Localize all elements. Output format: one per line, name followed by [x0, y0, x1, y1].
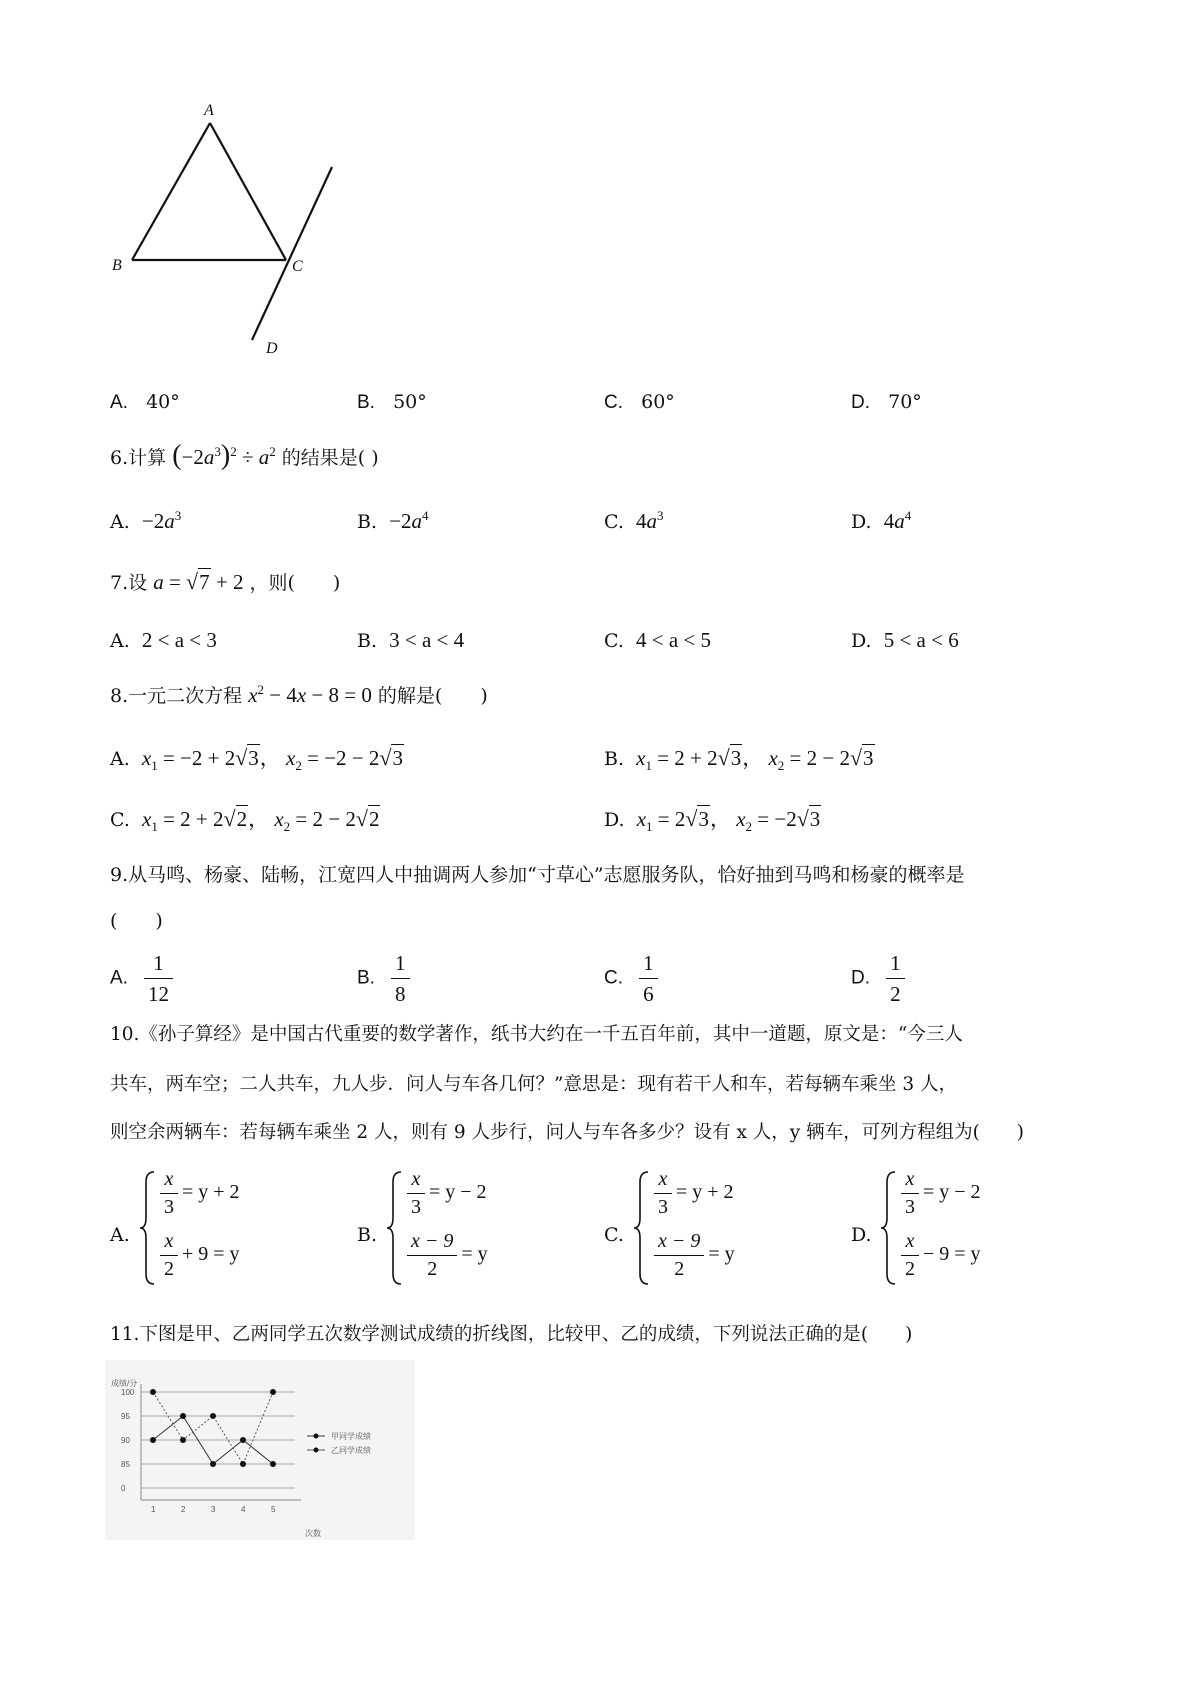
equation-1 [901, 1168, 981, 1219]
q5-option-c [604, 389, 675, 416]
eq-numerator: x [411, 1168, 421, 1190]
option-label: B. [357, 511, 378, 533]
math-expression: $(-2a^3)^2 \div a^2$ [172, 440, 276, 471]
root-coef: −2 − 2 [324, 746, 380, 770]
option-label: A. [110, 392, 128, 413]
option-coef: 4 [636, 509, 647, 533]
option-label: B. [357, 392, 375, 413]
legend-label: 甲同学成绩 [331, 1432, 371, 1441]
option-label: C. [604, 967, 623, 989]
option-label: D. [604, 809, 625, 831]
option-exp: 3 [174, 508, 182, 523]
question-text: 则空余两辆车：若每辆车乘坐 2 人，则有 9 人步行，问人与车各多少？设有 x 人，y 辆车，可列方程组为( ) [110, 1122, 1025, 1143]
radicand: 2 [236, 807, 248, 831]
score-line-chart [105, 1360, 415, 1540]
option-label: A. [110, 630, 130, 652]
segment-AB [132, 123, 210, 260]
question-7 [110, 568, 340, 596]
question-8 [110, 682, 488, 709]
eq-numerator: x [164, 1230, 174, 1252]
q10-option-b-label: B. [357, 1224, 378, 1246]
question-text: 11.下图是甲、乙两同学五次数学测试成绩的折线图，比较甲、乙的成绩，下列说法正确的是( ) [110, 1324, 913, 1345]
q10-option-a-system [138, 1168, 338, 1288]
option-label: A. [110, 511, 130, 533]
option-value: 3 < a < 4 [389, 628, 465, 652]
root-coef: 2 + 2 [674, 746, 718, 770]
equation-1 [654, 1168, 734, 1219]
option-value: 2 < a < 3 [141, 628, 217, 652]
option-var: a [411, 509, 422, 533]
equation-2 [407, 1230, 488, 1281]
x-tick-label: 4 [241, 1505, 246, 1514]
y-tick-label: 0 [121, 1484, 126, 1493]
equation-1 [160, 1168, 240, 1219]
y-tick-label: 85 [121, 1460, 130, 1469]
x-tick-label: 5 [271, 1505, 276, 1514]
question-10-line-3 [110, 1120, 1024, 1146]
fraction-denominator: 12 [148, 982, 170, 1006]
eq-numerator: x [905, 1230, 915, 1252]
q7-option-b [357, 627, 464, 654]
option-label: C. [604, 630, 624, 652]
x-tick-label: 3 [211, 1505, 216, 1514]
root-coef: 2 + 2 [180, 807, 224, 831]
question-10-line-1 [110, 1022, 963, 1048]
question-text: 的解是( ) [377, 685, 488, 707]
option-value: 5 < a < 6 [883, 628, 959, 652]
x-tick-label: 1 [151, 1505, 156, 1514]
q7-option-c [604, 627, 711, 654]
option-coef: 4 [883, 509, 895, 533]
fraction-denominator: 6 [643, 982, 654, 1006]
fraction-numerator: 1 [391, 950, 410, 979]
brace-icon [138, 1168, 158, 1288]
eq-denominator: 2 [905, 1258, 915, 1280]
data-point [150, 1389, 156, 1395]
fraction-numerator: 1 [886, 950, 905, 979]
q10-option-a-label: A. [110, 1224, 130, 1246]
point-label-A: A [204, 102, 214, 119]
eq-denominator: 3 [658, 1196, 668, 1218]
brace-icon [385, 1168, 405, 1288]
q9-option-b [357, 950, 414, 1007]
eq-rhs: + 9 = y [182, 1243, 240, 1266]
q10-option-d-label: D. [851, 1224, 872, 1246]
fraction-denominator: 2 [890, 982, 901, 1006]
option-label: C. [110, 809, 130, 831]
y-tick-label: 100 [121, 1388, 135, 1397]
option-var: a [646, 509, 657, 533]
q8-option-d: D. $x_1 = 2√3$， $x_2 = -2√3$ [604, 806, 821, 835]
question-10-line-2 [110, 1072, 957, 1098]
q6-option-d [851, 508, 911, 535]
root-coef: 2 − 2 [806, 746, 850, 770]
eq-rhs: = y [461, 1243, 488, 1266]
data-point [270, 1389, 276, 1395]
root-coef: 2 − 2 [312, 807, 356, 831]
point-label-C: C [292, 258, 303, 275]
root-coef: −2 + 2 [180, 746, 236, 770]
equation-2 [654, 1230, 735, 1281]
fraction-numerator: 1 [639, 950, 658, 979]
q5-option-b [357, 389, 427, 416]
q6-option-a [110, 508, 181, 535]
q8-option-a: A. $x_1 = -2 + 2√3$， $x_2 = -2 - 2√3$ [110, 745, 403, 774]
equation-1 [407, 1168, 487, 1219]
data-point [240, 1437, 246, 1443]
root-coef: 2 [674, 807, 686, 831]
q6-option-b [357, 508, 428, 535]
q7-option-a [110, 627, 217, 654]
q10-option-b-system [385, 1168, 585, 1288]
option-label: C. [604, 511, 624, 533]
eq-numerator: x − 9 [658, 1230, 701, 1252]
segment-AC [210, 123, 286, 260]
question-text: 9.从马鸣、杨豪、陆畅，江宽四人中抽调两人参加“寸草心”志愿服务队，恰好抽到马鸣和杨豪的概率是 [110, 864, 965, 886]
question-text: 7.设 [110, 572, 148, 594]
data-point [210, 1461, 216, 1467]
eq-rhs: = y − 2 [429, 1181, 487, 1204]
question-11 [110, 1322, 912, 1348]
option-var: a [894, 509, 905, 533]
data-point [210, 1413, 216, 1419]
question-text: 10.《孙子算经》是中国古代重要的数学著作，纸书大约在一千五百年前，其中一道题，原文是：“今三人 [110, 1024, 963, 1045]
option-label: B. [604, 748, 625, 770]
q8-option-b: B. $x_1 = 2 + 2√3$， $x_2 = 2 - 2√3$ [604, 745, 874, 774]
radicand: 3 [698, 807, 709, 831]
q9-option-d [851, 950, 909, 1007]
option-label: C. [604, 392, 623, 413]
question-text: ，则( ) [249, 572, 341, 594]
option-label: D. [851, 511, 872, 533]
option-label: B. [357, 630, 378, 652]
y-axis-label: 成绩/分 [111, 1379, 138, 1388]
eq-numerator: x [905, 1168, 915, 1190]
data-point [150, 1437, 156, 1443]
eq-rhs: = y + 2 [182, 1181, 240, 1204]
question-6 [110, 440, 379, 471]
eq-denominator: 3 [164, 1196, 174, 1218]
option-value: 60° [641, 391, 675, 413]
option-coef: −2 [389, 509, 412, 533]
eq-denominator: 2 [674, 1258, 685, 1280]
point-label-B: B [112, 257, 122, 274]
q5-option-d [851, 389, 922, 416]
eq-denominator: 3 [905, 1196, 915, 1218]
fraction-denominator: 8 [395, 982, 406, 1006]
radicand: 2 [368, 807, 380, 831]
eq-denominator: 2 [427, 1258, 438, 1280]
option-value: 4 < a < 5 [636, 628, 712, 652]
q10-option-d-system [879, 1168, 1079, 1288]
option-label: D. [851, 630, 872, 652]
answer-paren: ( ) [110, 910, 163, 932]
option-exp: 4 [904, 508, 912, 523]
eq-denominator: 2 [164, 1258, 174, 1280]
eq-denominator: 3 [411, 1196, 421, 1218]
q6-option-c [604, 508, 664, 535]
option-exp: 3 [657, 508, 664, 523]
point-label-D: D [266, 340, 278, 357]
math-expression: $x^2 - 4x - 8 = 0$ [248, 682, 372, 707]
root-coef: −2 [774, 807, 797, 831]
radicand: 3 [248, 746, 259, 770]
data-point [180, 1437, 186, 1443]
data-point [240, 1461, 246, 1467]
question-text: 共车，两车空；二人共车，九人步．问人与车各几何？”意思是：现有若干人和车，若每辆车乘坐 3 人， [110, 1074, 957, 1095]
data-point [270, 1461, 276, 1467]
question-9-paren [110, 908, 163, 934]
equation-2 [160, 1230, 240, 1281]
question-text: 的结果是( ) [281, 447, 379, 469]
eq-numerator: x [658, 1168, 668, 1190]
eq-rhs: = y − 2 [923, 1181, 981, 1204]
radicand: 3 [392, 746, 403, 770]
eq-rhs: = y [708, 1243, 735, 1266]
question-text: 8.一元二次方程 [110, 685, 243, 707]
triangle-figure [100, 95, 340, 370]
radicand: 3 [730, 746, 742, 770]
q8-option-c: C. $x_1 = 2 + 2√2$， $x_2 = 2 - 2√2$ [110, 806, 380, 835]
radicand: 3 [863, 746, 874, 770]
option-value: 50° [393, 391, 427, 413]
y-tick-label: 95 [121, 1412, 130, 1421]
line-through-C [252, 167, 332, 340]
y-tick-label: 90 [121, 1436, 130, 1445]
legend-label: 乙同学成绩 [331, 1446, 371, 1455]
question-9 [110, 862, 965, 888]
series-line-2 [153, 1392, 273, 1464]
fraction-numerator: 1 [144, 950, 173, 979]
equation-2 [901, 1230, 981, 1281]
option-var: a [164, 509, 175, 533]
q5-option-a [110, 389, 180, 416]
math-expression: a = √7 + 2 [153, 569, 244, 594]
x-axis-label: 次数 [305, 1529, 321, 1538]
legend-marker [314, 1434, 319, 1439]
q7-option-d [851, 627, 959, 654]
option-label: A. [110, 967, 128, 989]
option-coef: −2 [141, 509, 165, 533]
q9-option-c [604, 950, 662, 1007]
option-label: A. [110, 748, 130, 770]
option-value: 70° [888, 391, 922, 413]
question-text: 6.计算 [110, 447, 167, 469]
option-exp: 4 [421, 508, 429, 523]
eq-rhs: = y + 2 [676, 1181, 734, 1204]
option-value: 40° [146, 391, 180, 413]
option-label: B. [357, 967, 375, 989]
x-tick-label: 2 [181, 1505, 186, 1514]
brace-icon [632, 1168, 652, 1288]
option-label: D. [851, 392, 870, 413]
brace-icon [879, 1168, 899, 1288]
q10-option-c-system [632, 1168, 832, 1288]
legend-marker [314, 1448, 319, 1453]
radicand: 3 [809, 807, 821, 831]
q9-option-a [110, 950, 177, 1007]
eq-numerator: x − 9 [411, 1230, 454, 1252]
data-point [180, 1413, 186, 1419]
q10-option-c-label: C. [604, 1224, 624, 1246]
option-label: D. [851, 967, 870, 989]
eq-rhs: − 9 = y [923, 1243, 981, 1266]
eq-numerator: x [164, 1168, 174, 1190]
